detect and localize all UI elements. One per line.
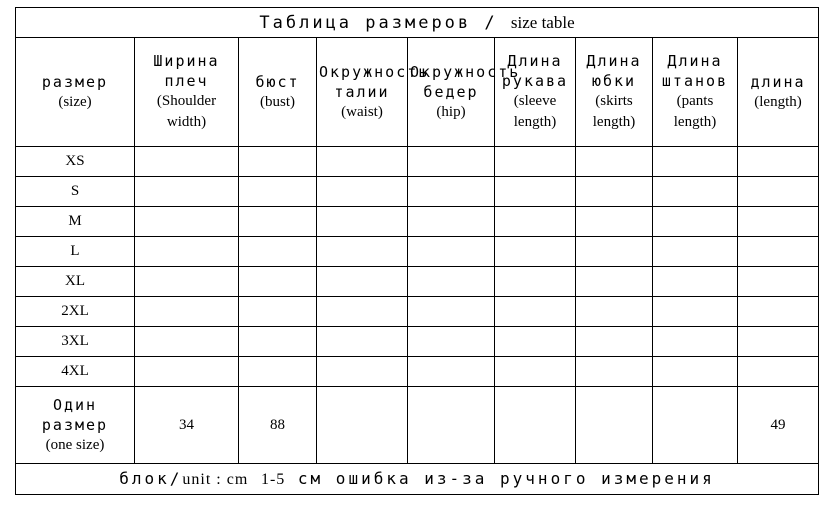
table-cell [576, 237, 653, 267]
table-cell [653, 297, 738, 327]
table-cell [738, 147, 819, 177]
header-size [16, 38, 135, 147]
table-cell [495, 357, 576, 387]
table-cell [495, 297, 576, 327]
one-size-length: 49 [738, 387, 819, 464]
header-skirts-length [576, 38, 653, 147]
table-cell [239, 267, 317, 297]
header-bust [239, 38, 317, 147]
table-cell [495, 237, 576, 267]
table-cell [317, 297, 408, 327]
table-cell [738, 237, 819, 267]
table-cell [576, 177, 653, 207]
one-size-sleeve-length [495, 387, 576, 464]
table-cell [653, 267, 738, 297]
table-cell [653, 237, 738, 267]
table-cell [135, 327, 239, 357]
table-cell [653, 207, 738, 237]
table-cell [317, 147, 408, 177]
header-row [16, 38, 819, 147]
table-footer [16, 464, 819, 495]
table-cell [495, 207, 576, 237]
table-cell [135, 297, 239, 327]
table-cell [738, 357, 819, 387]
size-label: L [16, 237, 135, 267]
header-size-ru: размер [41, 72, 109, 91]
table-cell [653, 357, 738, 387]
header-length-en: (length) [754, 93, 802, 110]
table-cell [495, 267, 576, 297]
table-cell [408, 327, 495, 357]
table-cell [135, 267, 239, 297]
size-label: XS [16, 147, 135, 177]
table-cell [135, 357, 239, 387]
header-sleeve-length-en: (sleeve length) [513, 93, 557, 130]
header-sleeve-length-ru: Длина рукава [501, 52, 569, 90]
header-bust-en: (bust) [260, 93, 295, 110]
table-cell [738, 177, 819, 207]
table-cell [317, 267, 408, 297]
size-table-container [15, 7, 818, 495]
table-cell [576, 207, 653, 237]
table-cell [317, 237, 408, 267]
size-label: XL [16, 267, 135, 297]
table-title-en: size table [510, 12, 575, 32]
one-size-label [16, 387, 135, 464]
table-cell [239, 237, 317, 267]
table-cell [408, 147, 495, 177]
table-title [16, 8, 819, 38]
one-size-label-en: (one size) [45, 436, 105, 453]
table-cell [495, 147, 576, 177]
table-cell [408, 297, 495, 327]
table-cell [576, 147, 653, 177]
table-cell [239, 327, 317, 357]
header-length-ru: длина [750, 72, 806, 91]
header-pants-length-ru: Длина штанов [661, 52, 729, 90]
one-size-waist [317, 387, 408, 464]
header-waist-en: (waist) [341, 103, 383, 120]
header-size-en: (size) [58, 93, 92, 110]
footer-range: 1-5 [260, 471, 286, 488]
table-row [16, 207, 819, 237]
table-cell [317, 207, 408, 237]
header-hip-ru: Окружность бедер [410, 62, 521, 101]
table-cell [239, 297, 317, 327]
size-label: M [16, 207, 135, 237]
table-cell [738, 327, 819, 357]
table-cell [495, 177, 576, 207]
table-cell [408, 177, 495, 207]
one-size-skirts-length [576, 387, 653, 464]
table-cell [135, 147, 239, 177]
one-size-hip [408, 387, 495, 464]
header-waist-ru: Окружность талии [319, 62, 430, 101]
table-cell [408, 357, 495, 387]
table-title-ru: Таблица размеров [259, 12, 472, 33]
table-cell [135, 207, 239, 237]
size-label: 2XL [16, 297, 135, 327]
header-shoulder-width-ru: Ширина плеч [153, 52, 220, 90]
table-row [16, 237, 819, 267]
one-size-row [16, 387, 819, 464]
one-size-label-ru: Один размер [41, 395, 109, 434]
header-bust-ru: бюст [255, 72, 300, 91]
table-cell [653, 327, 738, 357]
table-cell [738, 207, 819, 237]
table-row [16, 327, 819, 357]
table-cell [576, 267, 653, 297]
size-label: 4XL [16, 357, 135, 387]
table-row [16, 297, 819, 327]
header-shoulder-width [135, 38, 239, 147]
table-cell [576, 297, 653, 327]
table-cell [408, 207, 495, 237]
one-size-pants-length [653, 387, 738, 464]
table-cell [135, 237, 239, 267]
size-table [15, 7, 819, 495]
table-cell [317, 357, 408, 387]
footer-note-ru: см ошибка из-за ручного измерения [297, 469, 715, 488]
table-cell [576, 357, 653, 387]
header-waist [317, 38, 430, 147]
table-cell [408, 237, 495, 267]
table-cell [408, 267, 495, 297]
table-cell [495, 327, 576, 357]
table-cell [239, 147, 317, 177]
header-length [738, 38, 819, 147]
table-title-sep: / [484, 12, 498, 33]
table-row [16, 267, 819, 297]
header-skirts-length-ru: Длина юбки [586, 52, 642, 90]
header-skirts-length-en: (skirts length) [592, 93, 636, 130]
table-cell [239, 357, 317, 387]
table-row [16, 147, 819, 177]
table-cell [317, 327, 408, 357]
header-pants-length [653, 38, 738, 147]
table-cell [653, 177, 738, 207]
table-cell [317, 177, 408, 207]
header-sleeve-length [495, 38, 576, 147]
header-hip [408, 38, 521, 147]
header-pants-length-en: (pants length) [673, 93, 717, 130]
one-size-bust: 88 [239, 387, 317, 464]
size-label: 3XL [16, 327, 135, 357]
header-shoulder-width-en: (Shoulder width) [156, 93, 217, 130]
header-hip-en: (hip) [436, 103, 466, 120]
table-cell [135, 177, 239, 207]
table-cell [653, 147, 738, 177]
footer-unit-ru: блок/ [119, 469, 183, 488]
table-cell [738, 297, 819, 327]
table-cell [738, 267, 819, 297]
table-row [16, 177, 819, 207]
size-label: S [16, 177, 135, 207]
table-cell [239, 177, 317, 207]
table-cell [239, 207, 317, 237]
table-row [16, 357, 819, 387]
one-size-shoulder-width: 34 [135, 387, 239, 464]
table-cell [576, 327, 653, 357]
footer-unit-en: unit : cm [182, 471, 249, 488]
